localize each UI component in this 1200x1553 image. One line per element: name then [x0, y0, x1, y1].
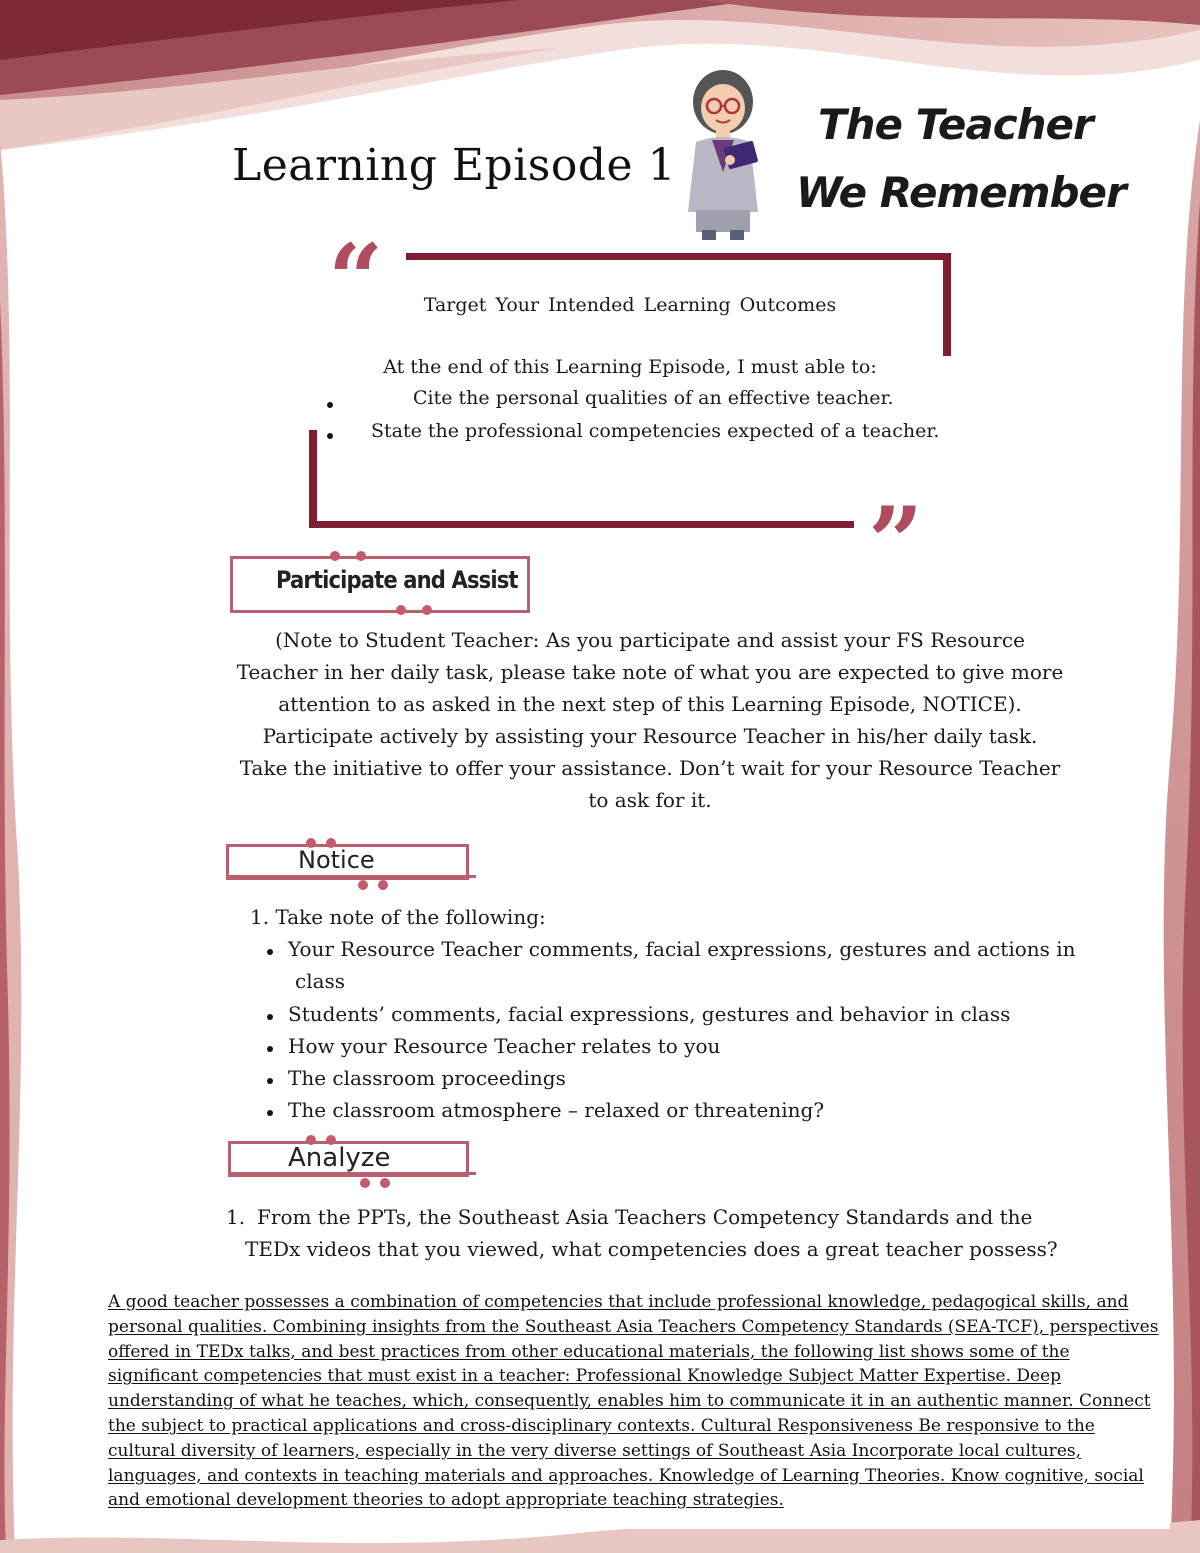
participate-line: attention to as asked in the next step of this Learning Episode, NOTICE).	[278, 692, 1022, 716]
brand-title-line2: We Remember	[796, 168, 1126, 217]
teacher-illustration-icon	[668, 62, 778, 244]
tag-dot	[380, 1178, 390, 1188]
outcomes-intro: At the end of this Learning Episode, I must able to:	[383, 356, 877, 378]
outcomes-heading: Target Your Intended Learning Outcomes	[423, 294, 837, 316]
notice-section-label: Notice	[298, 846, 375, 874]
analyze-question-line1: From the PPTs, the Southeast Asia Teachers Competency Standards and the	[257, 1205, 1033, 1229]
participate-line: to ask for it.	[588, 788, 712, 812]
tag-dot	[330, 551, 340, 561]
tag-dot	[378, 880, 388, 890]
participate-note	[200, 624, 1100, 816]
participate-line: Participate actively by assisting your Resource Teacher in his/her daily task.	[262, 724, 1038, 748]
frame-top-line	[406, 253, 951, 260]
tag-dot	[358, 880, 368, 890]
notice-tag-bottom-line	[226, 875, 476, 878]
brand-title-line1: The Teacher	[818, 100, 1093, 149]
notice-item: How your Resource Teacher relates to you	[288, 1034, 721, 1058]
frame-bottom-line	[309, 521, 854, 528]
analyze-question-number: 1.	[226, 1205, 246, 1229]
notice-intro: 1. Take note of the following:	[250, 905, 546, 929]
analyze-question-line2: TEDx videos that you viewed, what competencies does a great teacher possess?	[245, 1237, 1058, 1261]
tag-dot	[360, 1178, 370, 1188]
bullet-icon	[327, 402, 333, 408]
tag-dot	[356, 551, 366, 561]
notice-item: Students’ comments, facial expressions, gestures and behavior in class	[288, 1002, 1011, 1026]
page-title: Learning Episode 1	[232, 140, 677, 191]
tag-dot	[422, 605, 432, 615]
bullet-icon	[267, 949, 273, 955]
frame-left-line	[309, 430, 317, 528]
notice-item: The classroom proceedings	[288, 1066, 566, 1090]
notice-item: The classroom atmosphere – relaxed or threatening?	[288, 1098, 825, 1122]
outcome-item: State the professional competencies expected of a teacher.	[371, 420, 940, 442]
outcome-item: Cite the personal qualities of an effective teacher.	[413, 387, 894, 409]
participate-section-label: Participate and Assist	[276, 566, 518, 594]
participate-line: (Note to Student Teacher: As you participate and assist your FS Resource	[275, 628, 1025, 652]
open-quote-icon: “	[328, 223, 384, 336]
notice-item: Your Resource Teacher comments, facial expressions, gestures and actions in	[288, 937, 1076, 961]
tag-dot	[396, 605, 406, 615]
answer-text[interactable]: A good teacher possesses a combination of competencies that include professional knowledge, pedagogical skills, and personal qualities. Combining insights from the Southeast Asia Teachers Competency Standards (SEA-TCF), perspectives offered in TEDx talks, and best practices from other educational materials, the following list shows some of the significant competencies that must exist in a teacher: Professional Knowledge Subject Matter Expertise. Deep understanding of what he teaches, which, consequently, enables him to communicate it in an authentic manner. Connect the subject to practical applications and cross-disciplinary contexts. Cultural Responsiveness Be responsive to the cultural diversity of learners, especially in the very diverse settings of Southeast Asia Incorporate local cultures, languages, and contexts in teaching materials and approaches. Knowledge of Learning Theories. Know cognitive, social and emotional development theories to adopt appropriate teaching strategies.	[108, 1292, 1159, 1511]
bullet-icon	[267, 1014, 273, 1020]
close-quote-icon: ”	[868, 486, 924, 599]
bullet-icon	[267, 1046, 273, 1052]
participate-line: Take the initiative to offer your assistance. Don’t wait for your Resource Teacher	[239, 756, 1061, 780]
bullet-icon	[267, 1110, 273, 1116]
participate-line: Teacher in her daily task, please take note of what you are expected to give more	[236, 660, 1064, 684]
frame-right-line	[943, 253, 951, 356]
notice-item-continued: class	[295, 969, 346, 993]
bullet-icon	[327, 433, 333, 439]
bullet-icon	[267, 1078, 273, 1084]
analyze-section-label: Analyze	[288, 1143, 391, 1173]
